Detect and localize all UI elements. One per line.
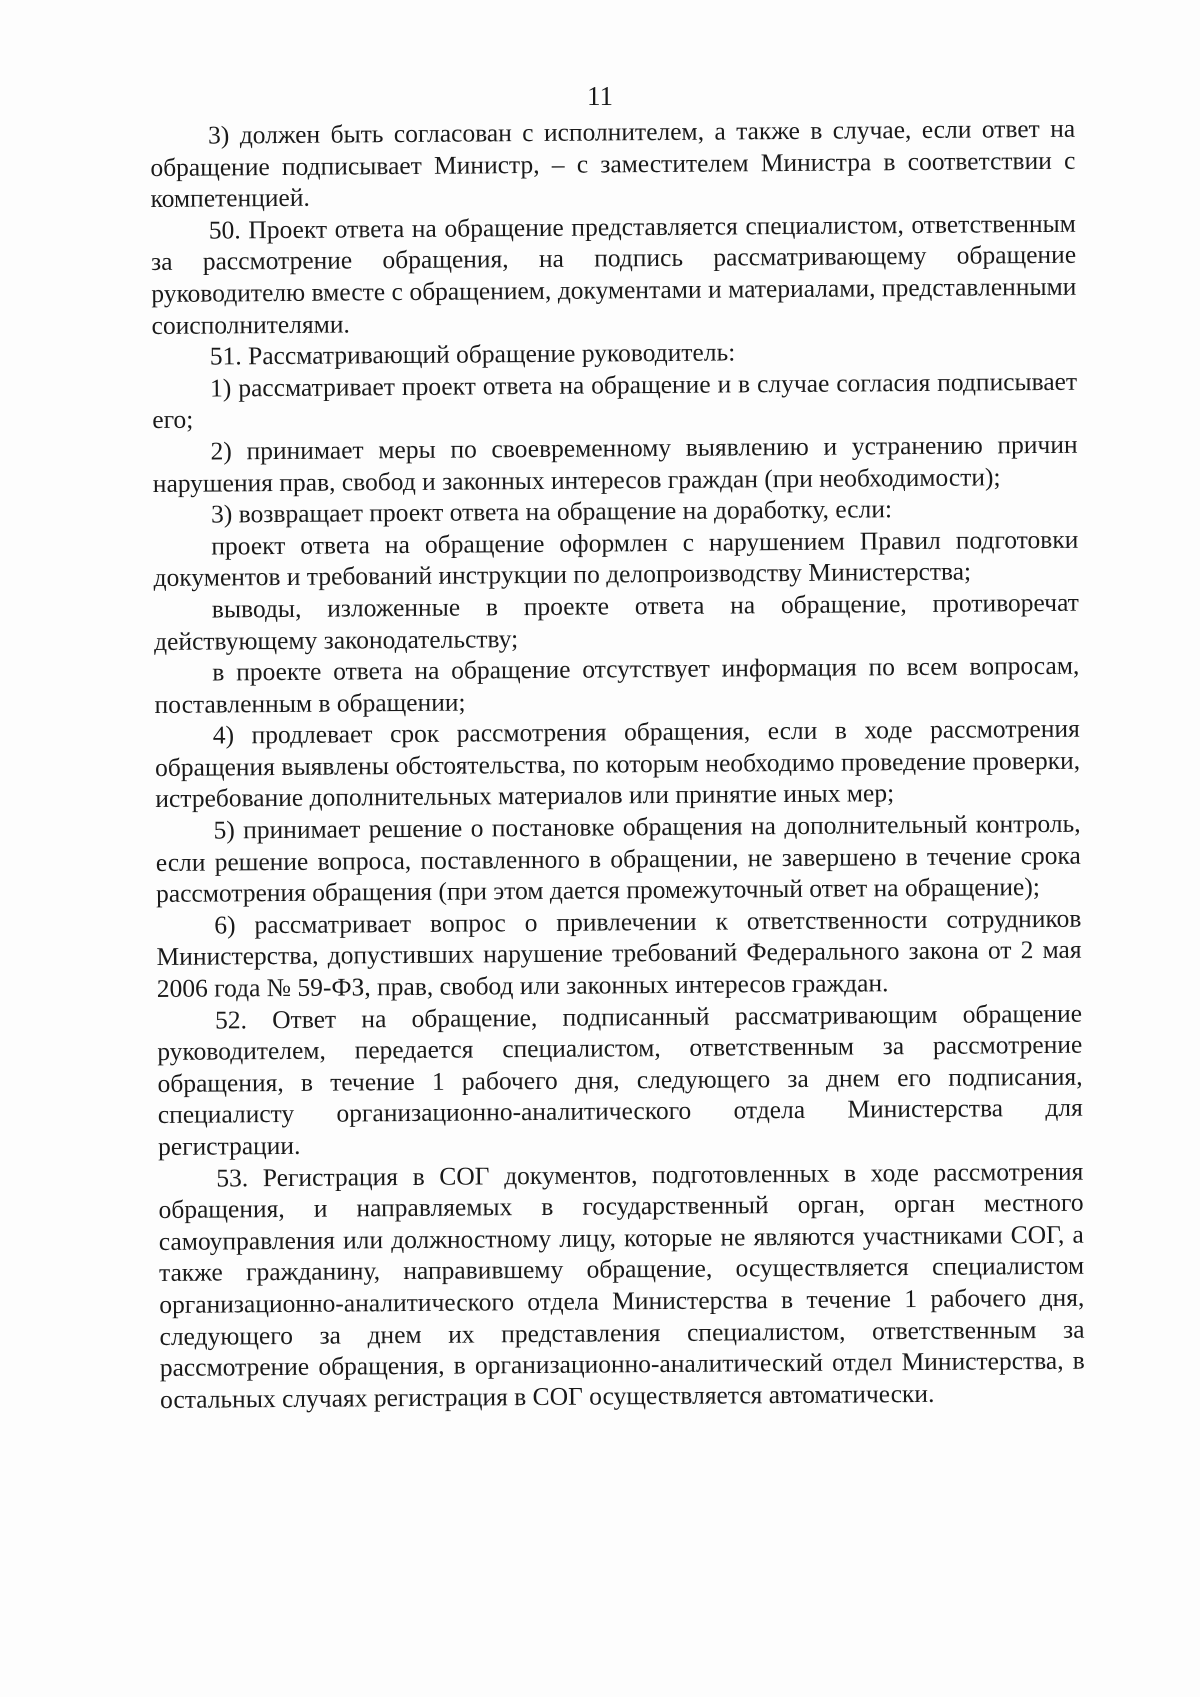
paragraph-51-item-3-case-3: в проекте ответа на обращение отсутствует информация по всем вопросам, поставленным в обращении; (154, 650, 1080, 719)
paragraph-51-item-3-case-1: проект ответа на обращение оформлен с нарушением Правил подготовки документов и требований инструкции по делопроизводству Министерства; (153, 524, 1079, 593)
paragraph-51: 51. Рассматривающий обращение руководитель: (209, 337, 736, 371)
page-number: 11 (587, 81, 613, 111)
paragraph-item-3-approval: 3) должен быть согласован с исполнителем, а также в случае, если ответ на обращение подписывает Министр, – с заместителем Министра в соответствии с компетенцией. (150, 113, 1076, 214)
paragraph-51-item-5: 5) принимает решение о постановке обращения на дополнительный контроль, если решение вопроса, поставленного в обращении, не завершено в течение срока рассмотрения обращения (при этом дается промежуточный ответ на обращение); (155, 808, 1081, 909)
paragraph-51-item-2: 2) принимает меры по своевременному выявлению и устранению причин нарушения прав, свобод и законных интересов граждан (при необходимости); (152, 429, 1078, 498)
paragraph-51-item-6: 6) рассматривает вопрос о привлечении к ответственности сотрудников Министерства, допустивших нарушение требований Федерального закона от 2 мая 2006 года № 59-ФЗ, прав, свобод или законных интересов граждан. (156, 903, 1082, 1004)
paragraph-51-item-4: 4) продлевает срок рассмотрения обращения, если в ходе рассмотрения обращения выявлены обстоятельства, по которым необходимо проведение проверки, истребование дополнительных материалов или принятие иных мер; (154, 713, 1081, 814)
paragraph-53: 53. Регистрация в СОГ документов, подготовленных в ходе рассмотрения обращения, и направляемых в государственный орган, орган местного самоуправления или должностному лицу, которые не являются участниками СОГ, а также гражданину, направившему обращение, осуществляется специалистом организационно-аналитического отдела Министерства в течение 1 рабочего дня, следующего за днем их представления специалистом, ответственным за рассмотрение обращения, в организационно-аналитический отдел Министерства, в остальных случаях регистрация в СОГ осуществляется автоматически. (158, 1156, 1085, 1414)
paragraph-50: 50. Проект ответа на обращение представляется специалистом, ответственным за рассмотрение обращения, на подпись рассматривающему обращение руководителю вместе с обращением, документами и материалами, представленными соисполнителями. (151, 208, 1077, 340)
paragraph-51-item-1: 1) рассматривает проект ответа на обращение и в случае согласия подписывает его; (152, 366, 1078, 435)
paragraph-51-item-3: 3) возвращает проект ответа на обращение на доработку, если: (210, 494, 893, 529)
paragraph-52: 52. Ответ на обращение, подписанный рассматривающим обращение руководителем, передается специалистом, ответственным за рассмотрение обращения, в течение 1 рабочего дня, следующего за днем его подписания, специалисту организационно-аналитического отдела Министерства для регистрации. (157, 998, 1083, 1161)
paragraph-51-item-3-case-2: выводы, изложенные в проекте ответа на обращение, противоречат действующему законодательству; (153, 587, 1079, 656)
document-body (150, 113, 1085, 1416)
